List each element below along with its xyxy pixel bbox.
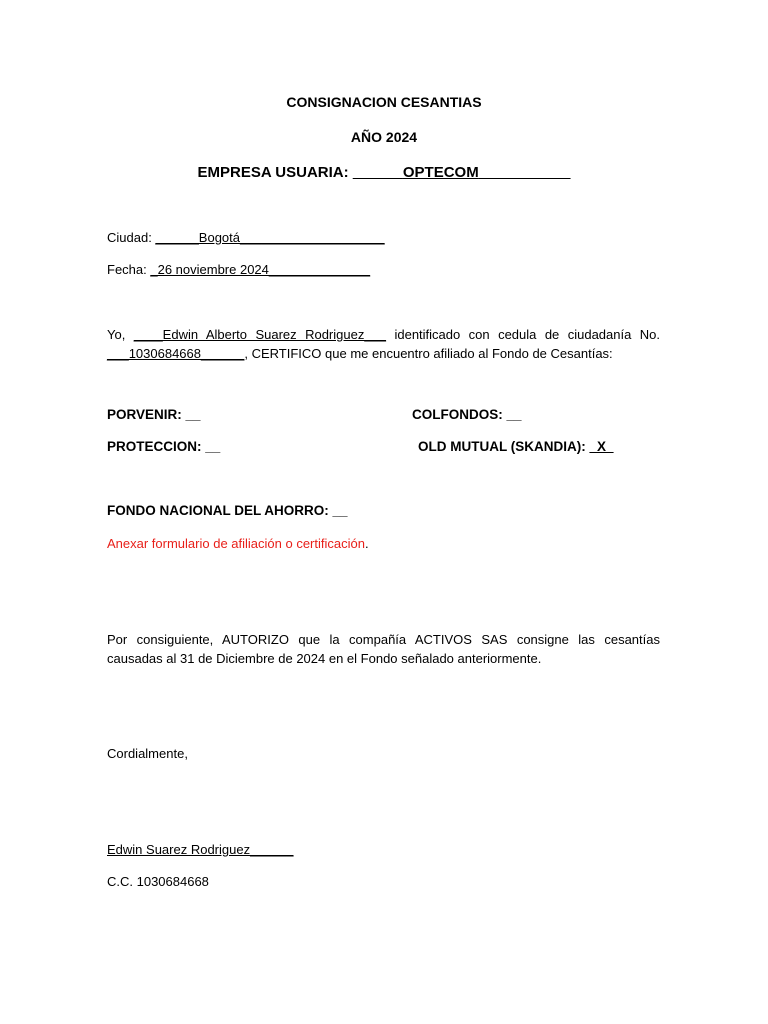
signature-name-text: Edwin Suarez Rodriguez______ bbox=[107, 842, 294, 857]
date-value: _26 noviembre 2024______________ bbox=[150, 262, 371, 277]
salutation bbox=[107, 746, 188, 761]
signature-cc-text: C.C. 1030684668 bbox=[107, 874, 209, 889]
attachment-note-period: . bbox=[364, 536, 369, 551]
fund-old-mutual-mark: _X_ bbox=[589, 439, 614, 454]
attachment-note bbox=[107, 536, 369, 551]
authorization-paragraph bbox=[107, 630, 660, 668]
company-blank-after: ___________ bbox=[478, 164, 571, 181]
year-line bbox=[0, 129, 768, 145]
signature-cc bbox=[107, 874, 209, 889]
city-label: Ciudad: bbox=[107, 230, 156, 245]
fund-colfondos bbox=[412, 407, 522, 422]
fund-fna bbox=[107, 503, 348, 518]
fund-porvenir bbox=[107, 407, 201, 422]
city-line bbox=[107, 230, 385, 245]
statement-paragraph bbox=[107, 325, 660, 363]
fund-old-mutual-label: OLD MUTUAL (SKANDIA): bbox=[418, 439, 590, 454]
company-blank-before: ______ bbox=[352, 164, 403, 181]
statement-middle: identificado con cedula de ciudadanía No. bbox=[386, 327, 660, 342]
statement-prefix: Yo, bbox=[107, 327, 134, 342]
date-line bbox=[107, 262, 370, 277]
fund-colfondos-text: COLFONDOS: __ bbox=[412, 407, 522, 422]
fund-proteccion-text: PROTECCION: __ bbox=[107, 439, 221, 454]
statement-id-number: ___1030684668______ bbox=[107, 346, 245, 361]
fund-old-mutual bbox=[418, 439, 614, 454]
document-title bbox=[0, 94, 768, 110]
fund-porvenir-text: PORVENIR: __ bbox=[107, 407, 201, 422]
company-name: OPTECOM bbox=[402, 164, 479, 181]
fund-fna-text: FONDO NACIONAL DEL AHORRO: __ bbox=[107, 503, 348, 518]
year-text: AÑO 2024 bbox=[350, 129, 418, 145]
date-label: Fecha: bbox=[107, 262, 151, 277]
salutation-text: Cordialmente, bbox=[107, 746, 188, 761]
city-value: ______Bogotá____________________ bbox=[155, 230, 385, 245]
signature-name bbox=[107, 842, 293, 857]
fund-proteccion bbox=[107, 439, 220, 454]
company-line bbox=[0, 164, 768, 181]
title-text: CONSIGNACION CESANTIAS bbox=[286, 94, 482, 110]
statement-suffix: , CERTIFICO que me encuentro afiliado al Fondo de Cesantías: bbox=[244, 346, 613, 361]
authorization-text: Por consiguiente, AUTORIZO que la compañía ACTIVOS SAS consigne las cesantías causadas al 31 de Diciembre de 2024 en el Fondo señalado anteriormente. bbox=[107, 632, 660, 666]
company-label: EMPRESA USUARIA: bbox=[197, 164, 353, 181]
attachment-note-text: Anexar formulario de afiliación o certificación bbox=[107, 536, 365, 551]
statement-name: ____Edwin Alberto Suarez Rodriguez___ bbox=[133, 327, 387, 342]
